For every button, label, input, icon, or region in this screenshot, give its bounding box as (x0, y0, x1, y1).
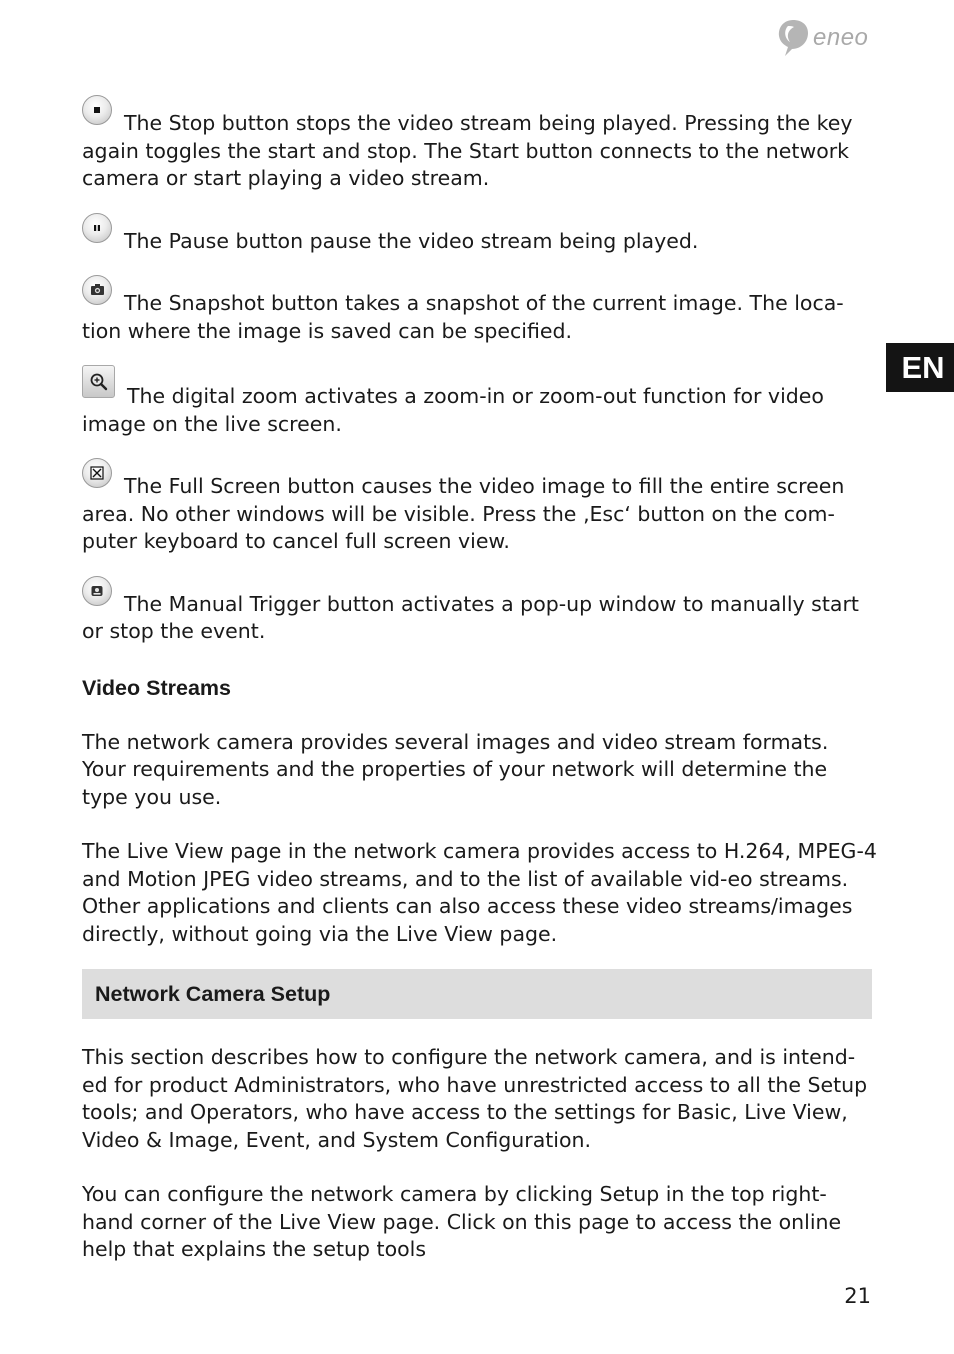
control-text: The Pause button pause the video stream being played. (124, 228, 699, 253)
network-camera-setup-heading: Network Camera Setup (95, 981, 331, 1006)
video-streams-heading: Video Streams (82, 675, 231, 700)
control-description-zoom (82, 371, 877, 438)
logo-text: eneo (813, 24, 869, 51)
page-content (82, 101, 877, 1291)
setup-paragraph: This section describes how to configure the network camera, and is intend-ed for product Administrators, who have unrestricted access to all the Setup tools; and Operators, who have access to the settings for Basic, Live View, Video & Image, Event, and System Configuration. (82, 1045, 868, 1152)
control-description-stop (82, 101, 877, 193)
language-tab (886, 343, 954, 392)
control-text: The Stop button stops the video stream being played. Pressing the key again toggles the start and stop. The Start button connects to the network camera or start playing a video stream. (82, 111, 853, 190)
stop-icon (82, 95, 112, 125)
pause-icon (82, 213, 112, 243)
control-text: The Full Screen button causes the video image to fill the entire screen area. No other windows will be visible. Press the ‚Esc‘ button on the com-puter keyboard to cancel full screen view. (82, 474, 845, 553)
brand-logo (776, 18, 868, 58)
video-streams-paragraph: The network camera provides several images and video stream formats. Your requirements and the properties of your network will determine the type you use. (82, 729, 829, 809)
setup-paragraph: You can configure the network camera by clicking Setup in the top right-hand corner of the Live View page. Click on this page to access the online help that explains the setup tools (82, 1182, 842, 1261)
page-number: 21 (844, 1284, 871, 1308)
snapshot-icon (82, 275, 112, 305)
eneo-logo-icon (776, 18, 810, 58)
manual-trigger-icon (82, 576, 112, 606)
control-description-snapshot (82, 281, 877, 345)
zoom-icon (82, 365, 115, 398)
fullscreen-icon (82, 458, 112, 488)
control-text: The Snapshot button takes a snapshot of the current image. The loca-tion where the image is saved can be specified. (82, 291, 844, 343)
control-description-fullscreen (82, 464, 877, 556)
video-streams-paragraph: The Live View page in the network camera provides access to H.264, MPEG-4 and Motion JPEG video streams, and to the list of available vid-eo streams. Other applications and clients can also access these video streams/images directly, without going via the Live View page. (82, 839, 877, 946)
language-tab-label: EN (901, 349, 945, 385)
control-description-pause (82, 219, 877, 256)
control-description-manual-trigger (82, 582, 877, 646)
network-camera-setup-section-bar (82, 969, 872, 1019)
control-text: The digital zoom activates a zoom-in or zoom-out function for video image on the live screen. (82, 384, 824, 436)
control-text: The Manual Trigger button activates a pop-up window to manually start or stop the event. (82, 591, 859, 643)
